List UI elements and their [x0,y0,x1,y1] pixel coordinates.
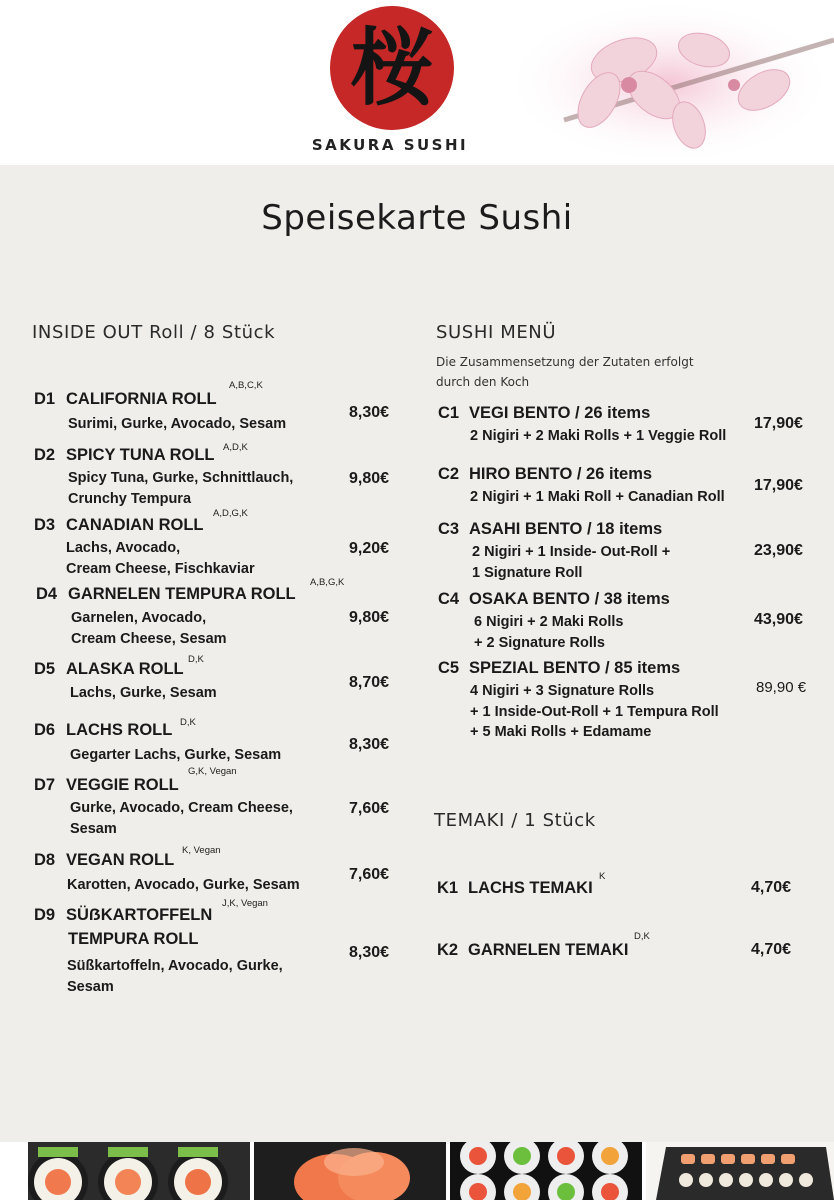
item-description [470,487,725,508]
item-name: CALIFORNIA ROLL [66,390,217,408]
cherry-blossom-image [504,0,834,165]
item-name: VEGAN ROLL [66,851,175,869]
platter-photo [646,1142,834,1200]
item-code: D3 [34,516,56,534]
allergen-codes: G,K, Vegan [188,766,237,777]
item-price: 9,80€ [349,609,390,626]
item-name: HIRO BENTO / 26 items [469,465,653,483]
item-description [472,542,670,583]
allergen-codes: K, Vegan [182,845,221,856]
description-line: Cream Cheese, Fischkaviar [66,560,255,577]
item-code: D2 [34,446,56,464]
item-description [67,875,300,896]
item-description [68,468,293,509]
item-description [470,426,726,447]
item-code: C3 [438,520,460,538]
item-code: D7 [34,776,56,794]
item-price: 8,70€ [349,674,390,691]
item-name: CANADIAN ROLL [66,516,204,534]
allergen-codes: D,K [634,931,650,942]
allergen-codes: A,B,C,K [229,380,263,391]
description-line: Spicy Tuna, Gurke, Schnittlauch, [68,470,294,486]
allergen-codes: D,K [180,717,196,728]
item-name: VEGGIE ROLL [66,776,179,794]
description-line: 2 Nigiri + 1 Inside- Out-Roll + [472,544,671,560]
description-line: Garnelen, Avocado, [71,610,207,626]
sushi-photo [28,1142,250,1200]
item-price: 23,90€ [754,542,803,559]
item-price: 7,60€ [349,800,390,817]
item-name: SÜẞKARTOFFELN [66,906,213,924]
description-line: Gurke, Avocado, Cream Cheese, [70,800,293,816]
item-description [68,414,286,435]
description-line: Surimi, Gurke, Avocado, Sesam [68,416,287,432]
description-line: 1 Signature Roll [472,564,583,581]
description-line: Cream Cheese, Sesam [71,630,227,647]
item-code: K2 [437,941,459,959]
item-price: 7,60€ [349,866,390,883]
description-line: + 1 Inside-Out-Roll + 1 Tempura Roll [470,703,719,720]
logo [330,6,454,130]
item-name: GARNELEN TEMPURA ROLL [68,585,296,603]
description-line: Sesam [67,978,114,995]
item-price: 9,80€ [349,470,390,487]
item-code: D4 [36,585,58,603]
item-name: LACHS ROLL [66,721,173,739]
item-price: 89,90 € [756,679,807,696]
item-code: D6 [34,721,56,739]
description-line: Karotten, Avocado, Gurke, Sesam [67,877,300,893]
description-line: 6 Nigiri + 2 Maki Rolls [474,614,624,630]
maki-photo [450,1142,642,1200]
item-name: SPICY TUNA ROLL [66,446,215,464]
allergen-codes: A,D,G,K [213,508,248,519]
item-code: D5 [34,660,56,678]
item-price: 8,30€ [349,944,390,961]
footer-photo-strip [0,1142,834,1200]
item-description [474,612,623,653]
item-code: D9 [34,906,56,924]
item-name: GARNELEN TEMAKI [468,941,629,959]
item-description [470,681,719,743]
item-price: 9,20€ [349,540,390,557]
sushi-menu-note [436,352,756,392]
description-line: Lachs, Gurke, Sesam [70,685,217,701]
description-line: + 2 Signature Rolls [474,634,605,651]
description-line: Sesam [70,820,117,837]
page-title: Speisekarte Sushi [261,198,573,238]
description-line: 4 Nigiri + 3 Signature Rolls [470,683,655,699]
allergen-codes: J,K, Vegan [222,898,268,909]
header-banner [0,0,834,165]
brand-name: SAKURA SUSHI [311,136,469,154]
description-line: Süßkartoffeln, Avocado, Gurke, [67,958,283,974]
allergen-codes: D,K [188,654,204,665]
item-price: 43,90€ [754,611,803,628]
item-name-line2: TEMPURA ROLL [68,930,199,948]
item-price: 4,70€ [751,879,792,896]
sushi-menu-heading: SUSHI MENÜ [436,322,557,343]
item-name: SPEZIAL BENTO / 85 items [469,659,681,677]
sashimi-photo [254,1142,446,1200]
item-description [67,956,283,997]
item-code: D1 [34,390,56,408]
description-line: Lachs, Avocado, [66,540,181,556]
logo-glyph: 桜 [349,18,434,117]
item-code: K1 [437,879,459,897]
item-code: C1 [438,404,460,422]
item-code: D8 [34,851,56,869]
description-line: Crunchy Tempura [68,490,192,507]
item-description [70,683,217,704]
description-line: Gegarter Lachs, Gurke, Sesam [70,747,282,763]
item-description [66,538,255,579]
description-line: + 5 Maki Rolls + Edamame [470,724,652,740]
item-name: LACHS TEMAKI [468,879,593,897]
item-price: 17,90€ [754,477,803,494]
description-line: 2 Nigiri + 2 Maki Rolls + 1 Veggie Roll [470,428,727,444]
item-description [70,745,281,766]
item-name: ASAHI BENTO / 18 items [469,520,663,538]
item-price: 4,70€ [751,941,792,958]
item-code: C4 [438,590,460,608]
allergen-codes: K [599,871,606,882]
item-name: VEGI BENTO / 26 items [469,404,651,422]
item-name: ALASKA ROLL [66,660,184,678]
item-price: 8,30€ [349,404,390,421]
note-line: durch den Koch [436,375,530,389]
item-description [71,608,227,649]
temaki-heading: TEMAKI / 1 Stück [434,810,596,831]
item-price: 17,90€ [754,415,803,432]
inside-out-heading: INSIDE OUT Roll / 8 Stück [32,322,276,343]
item-code: C5 [438,659,460,677]
allergen-codes: A,D,K [223,442,248,453]
allergen-codes: A,B,G,K [310,577,345,588]
note-line: Die Zusammensetzung der Zutaten erfolgt [436,355,694,369]
description-line: 2 Nigiri + 1 Maki Roll + Canadian Roll [470,489,725,505]
item-price: 8,30€ [349,736,390,753]
item-code: C2 [438,465,460,483]
item-description [70,798,293,839]
item-name: OSAKA BENTO / 38 items [469,590,670,608]
